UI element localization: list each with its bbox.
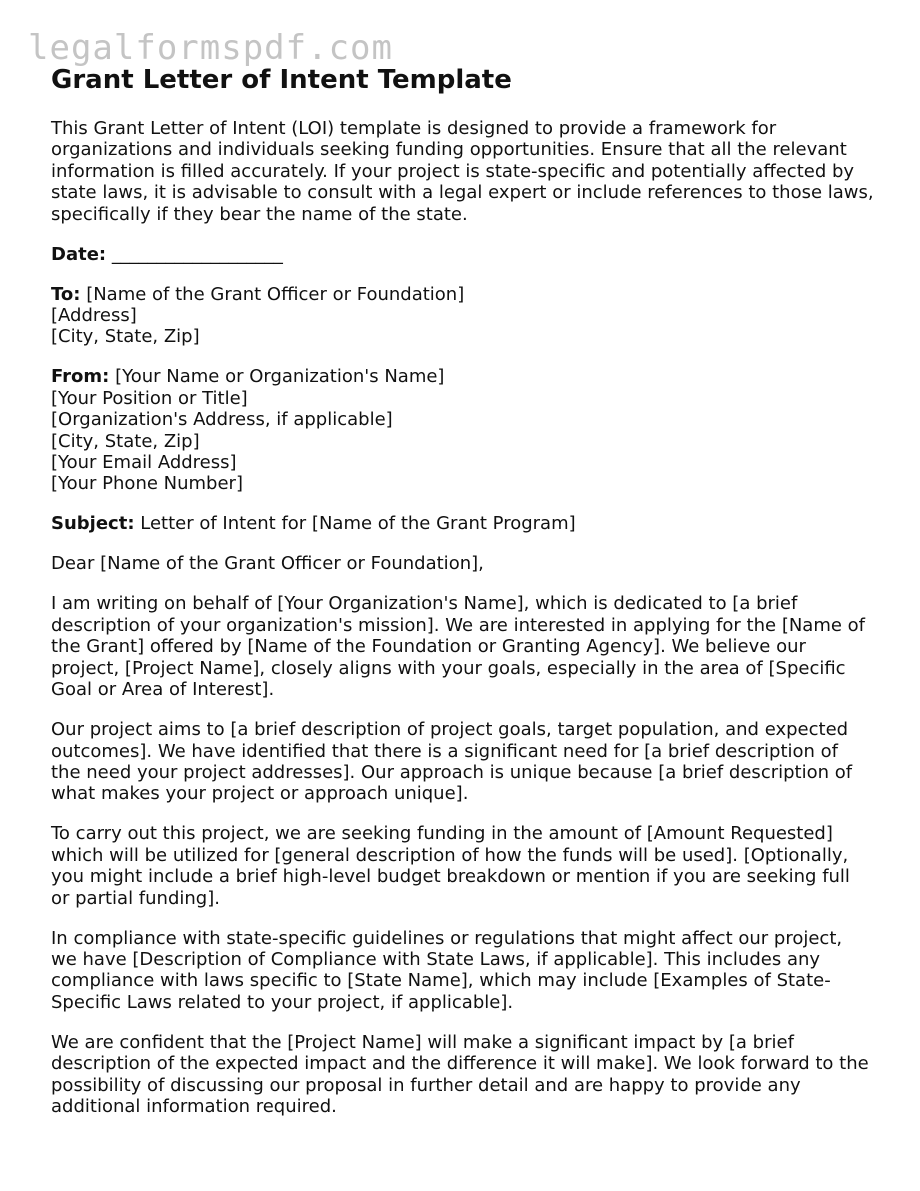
text-line: the need your project addresses]. Our approach is unique because [a brief description of <box>51 761 853 783</box>
text-line: outcomes]. We have identified that there is a significant need for [a brief description of <box>51 740 838 762</box>
date-label: Date: <box>51 243 107 265</box>
text-line: project, [Project Name], closely aligns with your goals, especially in the area of [Specific <box>51 657 846 679</box>
sender-city: [City, State, Zip] <box>51 430 200 452</box>
body-paragraph-3 <box>51 823 881 909</box>
text-line: information is filled accurately. If your project is state-specific and potentially affected by <box>51 160 855 182</box>
recipient-city: [City, State, Zip] <box>51 326 200 348</box>
text-line: specifically if they bear the name of the state. <box>51 203 468 225</box>
text-line: state laws, it is advisable to consult with a legal expert or include references to those laws, <box>51 182 874 204</box>
text-line: possibility of discussing our proposal in further detail and are happy to provide any <box>51 1074 801 1096</box>
subject-label: Subject: <box>51 513 135 535</box>
text-line: the Grant] offered by [Name of the Foundation or Granting Agency]. We believe our <box>51 636 806 658</box>
text-line: which will be utilized for [general description of how the funds will be used]. [Optionally, <box>51 844 849 866</box>
text-line: Goal or Area of Interest]. <box>51 679 275 701</box>
text-line: We are confident that the [Project Name] will make a significant impact by [a brief <box>51 1031 794 1053</box>
to-label: To: <box>51 283 81 305</box>
text-line: you might include a brief high-level budget breakdown or mention if you are seeking full <box>51 866 850 888</box>
subject-text: Letter of Intent for [Name of the Grant Program] <box>140 513 576 535</box>
watermark: legalformspdf.com <box>28 28 393 68</box>
text-line: additional information required. <box>51 1095 337 1117</box>
body-paragraph-1 <box>51 593 881 700</box>
text-line: compliance with laws specific to [State Name], which may include [Examples of State- <box>51 970 831 992</box>
page-title: Grant Letter of Intent Template <box>51 65 512 95</box>
body-paragraph-5 <box>51 1032 881 1118</box>
text-line: organizations and individuals seeking funding opportunities. Ensure that all the relevant <box>51 139 847 161</box>
sender-position: [Your Position or Title] <box>51 387 248 409</box>
recipient-address: [Address] <box>51 305 137 327</box>
text-line: or partial funding]. <box>51 887 220 909</box>
text-line: This Grant Letter of Intent (LOI) template is designed to provide a framework for <box>51 118 777 139</box>
text-line: we have [Description of Compliance with State Laws, if applicable]. This includes any <box>51 948 821 970</box>
date-blank: ___________________ <box>111 243 283 265</box>
text-line: I am writing on behalf of [Your Organization's Name], which is dedicated to [a brief <box>51 593 798 615</box>
text-line: description of the expected impact and the difference it will make]. We look forward to the <box>51 1053 869 1075</box>
text-line: Our project aims to [a brief description of project goals, target population, and expected <box>51 719 849 741</box>
subject-line <box>51 513 881 534</box>
intro-paragraph <box>51 118 881 225</box>
date-field <box>51 244 881 265</box>
from-label: From: <box>51 366 110 388</box>
text-line: what makes your project or approach unique]. <box>51 783 469 805</box>
document-body <box>51 118 881 1136</box>
recipient-name: [Name of the Grant Officer or Foundation] <box>86 283 465 305</box>
text-line: description of your organization's mission]. We are interested in applying for the [Name of <box>51 614 866 636</box>
body-paragraph-4 <box>51 928 881 1014</box>
body-paragraph-2 <box>51 719 881 805</box>
text-line: In compliance with state-specific guidelines or regulations that might affect our project, <box>51 927 843 949</box>
salutation: Dear [Name of the Grant Officer or Foundation], <box>51 553 484 575</box>
text-line: To carry out this project, we are seeking funding in the amount of [Amount Requested] <box>51 823 833 845</box>
recipient-block <box>51 284 881 348</box>
sender-name: [Your Name or Organization's Name] <box>115 366 445 388</box>
sender-block <box>51 366 881 494</box>
text-line: Specific Laws related to your project, if applicable]. <box>51 991 514 1013</box>
sender-phone: [Your Phone Number] <box>51 473 243 495</box>
sender-email: [Your Email Address] <box>51 452 237 474</box>
sender-address: [Organization's Address, if applicable] <box>51 409 393 431</box>
